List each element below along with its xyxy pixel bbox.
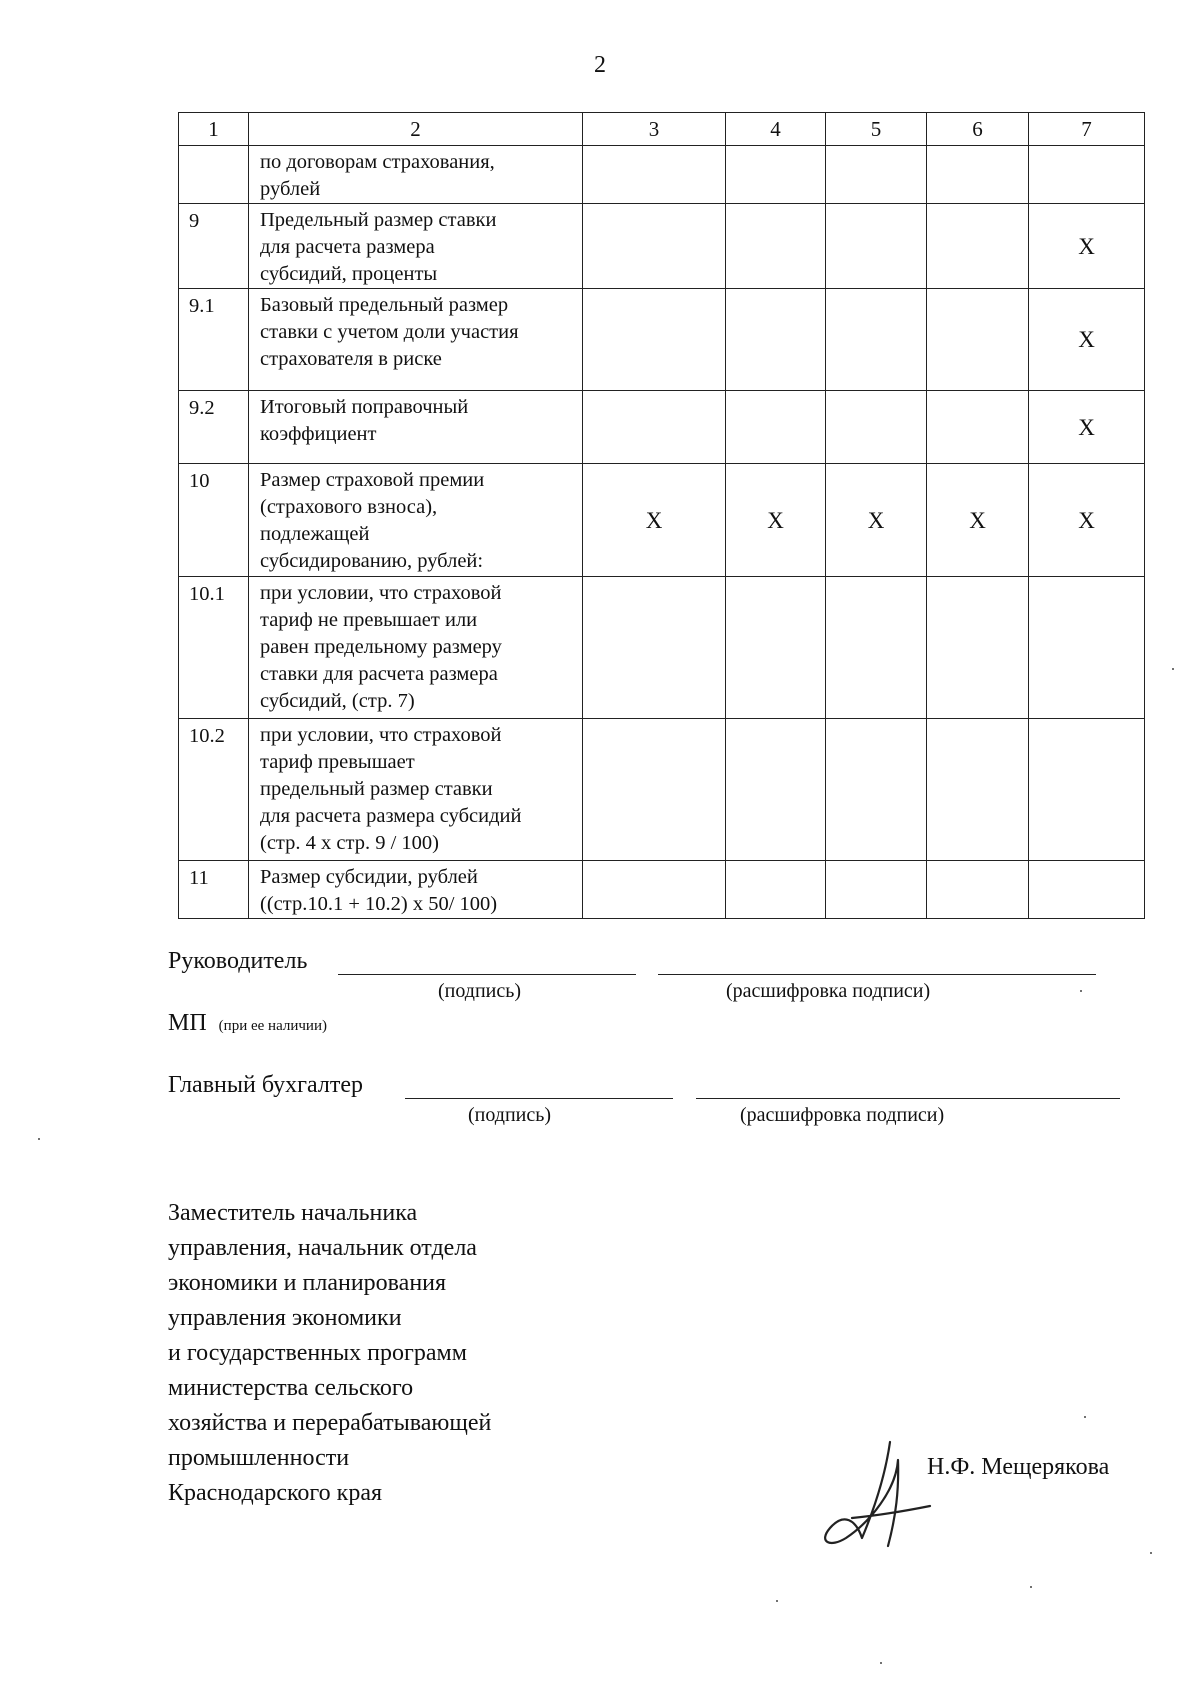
row-cell (927, 146, 1029, 204)
row-cell (826, 577, 927, 719)
row-cell (726, 289, 826, 391)
row-cell (583, 719, 726, 861)
row-number: 9 (179, 204, 249, 289)
row-cell (826, 861, 927, 919)
stamp-note: (при ее наличии) (218, 1018, 327, 1034)
column-header: 4 (726, 113, 826, 146)
row-cell (726, 204, 826, 289)
table-row (179, 289, 1145, 391)
scan-speck (1030, 1586, 1032, 1588)
table-row (179, 861, 1145, 919)
head-signature-caption: (подпись) (438, 980, 522, 1002)
row-cell (927, 719, 1029, 861)
row-description: при условии, что страховой тариф не превышает или равен предельному размеру ставки для расчета размера субсидий, (стр. 7) (249, 577, 583, 719)
row-cell (927, 289, 1029, 391)
row-cell (583, 577, 726, 719)
row-cell (927, 577, 1029, 719)
row-cell (927, 861, 1029, 919)
row-number: 11 (179, 861, 249, 919)
row-number: 10.2 (179, 719, 249, 861)
scan-speck (776, 1600, 778, 1602)
row-number: 9.2 (179, 391, 249, 464)
table-row (179, 577, 1145, 719)
row-cell (826, 204, 927, 289)
subsidy-calculation-table (178, 112, 1145, 919)
row-cell (583, 391, 726, 464)
row-cell (826, 146, 927, 204)
row-cell: X (726, 464, 826, 577)
accountant-label: Главный бухгалтер (168, 1072, 363, 1098)
row-cell (583, 289, 726, 391)
row-cell (826, 719, 927, 861)
row-description: по договорам страхования, рублей (249, 146, 583, 204)
scan-speck (880, 1662, 882, 1664)
row-description: Предельный размер ставки для расчета размера субсидий, проценты (249, 204, 583, 289)
row-number (179, 146, 249, 204)
official-title: Заместитель начальника управления, начальник отдела экономики и планирования управления экономики и государственных программ министерства сельского хозяйства и перерабатывающей промышленности Краснодарского края (168, 1200, 492, 1506)
row-cell (726, 146, 826, 204)
stamp-block (168, 1010, 327, 1037)
column-header: 1 (179, 113, 249, 146)
row-cell (826, 289, 927, 391)
row-description: Итоговый поправочный коэффициент (249, 391, 583, 464)
scan-speck (1150, 1552, 1152, 1554)
table-header-row (179, 113, 1145, 146)
row-cell (927, 204, 1029, 289)
row-cell (1029, 577, 1145, 719)
row-cell: X (1029, 464, 1145, 577)
table-row (179, 719, 1145, 861)
page-number: 2 (594, 52, 606, 78)
row-cell: X (927, 464, 1029, 577)
column-header: 6 (927, 113, 1029, 146)
row-cell (583, 204, 726, 289)
column-header: 3 (583, 113, 726, 146)
row-cell: X (826, 464, 927, 577)
head-label: Руководитель (168, 948, 308, 974)
row-number: 10 (179, 464, 249, 577)
row-cell (726, 861, 826, 919)
table-row (179, 391, 1145, 464)
scan-speck (1080, 990, 1082, 992)
table-row (179, 204, 1145, 289)
row-cell: X (1029, 289, 1145, 391)
column-header: 7 (1029, 113, 1145, 146)
scan-speck (38, 1138, 40, 1140)
row-cell (826, 391, 927, 464)
row-cell: X (1029, 391, 1145, 464)
scan-speck (1172, 668, 1174, 670)
table-row (179, 146, 1145, 204)
accountant-signature-caption: (подпись) (468, 1104, 552, 1126)
row-number: 9.1 (179, 289, 249, 391)
row-description: Базовый предельный размер ставки с учетом доли участия страхователя в риске (249, 289, 583, 391)
row-cell (927, 391, 1029, 464)
row-cell: X (583, 464, 726, 577)
head-decoding-line (658, 974, 1096, 975)
row-description: Размер страховой премии (страхового взноса), подлежащей субсидированию, рублей: (249, 464, 583, 577)
scan-speck (1084, 1416, 1086, 1418)
column-header: 5 (826, 113, 927, 146)
row-cell (1029, 861, 1145, 919)
row-cell: X (1029, 204, 1145, 289)
row-cell (583, 146, 726, 204)
row-description: при условии, что страховой тариф превышает предельный размер ставки для расчета размера субсидий (стр. 4 х стр. 9 / 100) (249, 719, 583, 861)
handwritten-signature-icon (800, 1420, 940, 1560)
head-decoding-caption: (расшифровка подписи) (726, 980, 931, 1002)
column-header: 2 (249, 113, 583, 146)
signer-name: Н.Ф. Мещерякова (927, 1454, 1110, 1480)
accountant-signature-line (405, 1098, 673, 1099)
row-cell (1029, 719, 1145, 861)
accountant-decoding-caption: (расшифровка подписи) (740, 1104, 945, 1126)
row-cell (726, 577, 826, 719)
row-cell (726, 391, 826, 464)
row-description: Размер субсидии, рублей ((стр.10.1 + 10.2) х 50/ 100) (249, 861, 583, 919)
accountant-decoding-line (696, 1098, 1120, 1099)
row-number: 10.1 (179, 577, 249, 719)
row-cell (726, 719, 826, 861)
stamp-label: МП (168, 1010, 207, 1036)
row-cell (583, 861, 726, 919)
head-signature-line (338, 974, 636, 975)
table-row (179, 464, 1145, 577)
row-cell (1029, 146, 1145, 204)
